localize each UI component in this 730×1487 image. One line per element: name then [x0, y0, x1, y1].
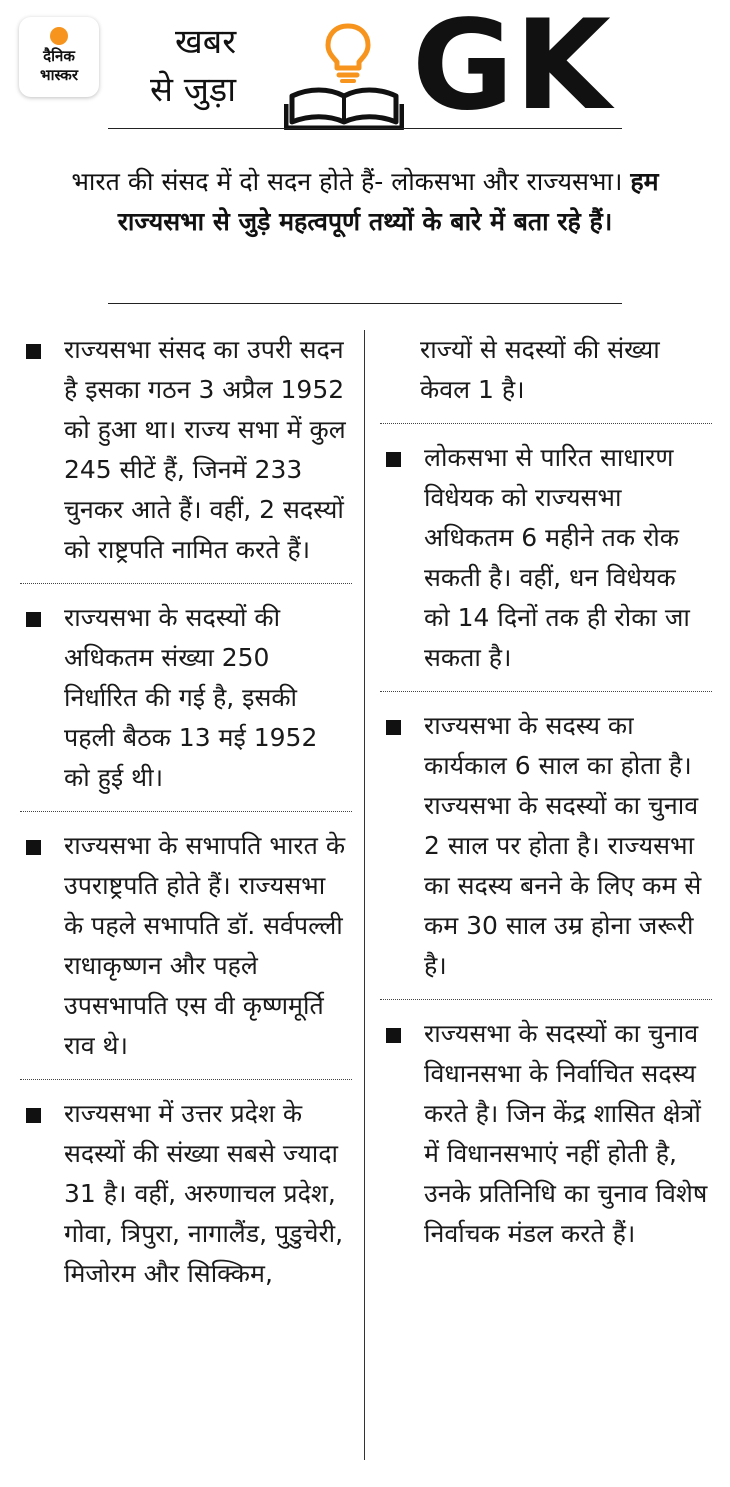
fact-text: राज्यसभा के सदस्यों का चुनाव विधानसभा के निर्वाचित सदस्य करते है। जिन केंद्र शासित क्षेत्रों में विधानसभाएं नहीं होती है, उनके प्रतिनिधि का चुनाव विशेष निर्वाचक मंडल करते हैं। [424, 1019, 708, 1248]
dotted-separator [380, 999, 712, 1000]
fact-text: राज्यसभा के सदस्यों की अधिकतम संख्या 250 निर्धारित की गई है, इसकी पहली बैठक 13 मई 1952 को हुई थी। [64, 603, 318, 792]
square-bullet-icon [386, 1028, 401, 1043]
gk-wordmark: GK [412, 0, 612, 138]
intro-paragraph [30, 162, 700, 242]
intro-divider [108, 303, 622, 304]
dotted-separator [20, 583, 352, 584]
lightbulb-icon [322, 22, 374, 84]
square-bullet-icon [386, 720, 401, 735]
intro-bold-text: हम राज्यसभा से जुड़े महत्वपूर्ण तथ्यों के बारे में बता रहे हैं। [117, 167, 659, 236]
dotted-separator [20, 1079, 352, 1080]
fact-item [20, 1094, 352, 1294]
square-bullet-icon [26, 840, 41, 855]
logo-text-line2: भास्कर [40, 66, 78, 84]
logo-text-line1: दैनिक [43, 47, 75, 65]
header-divider [108, 128, 622, 129]
fact-item [380, 706, 712, 986]
fact-text: राज्यसभा संसद का उपरी सदन है इसका गठन 3 अप्रैल 1952 को हुआ था। राज्य सभा में कुल 245 सीटें हैं, जिनमें 233 चुनकर आते हैं। वहीं, 2 सदस्यों को राष्ट्रपति नामित करते हैं। [64, 335, 346, 564]
square-bullet-icon [26, 1108, 41, 1123]
column-divider [364, 330, 365, 1460]
dotted-separator [380, 423, 712, 424]
fact-item [20, 330, 352, 570]
square-bullet-icon [26, 344, 41, 359]
dainik-bhaskar-logo [19, 17, 99, 97]
fact-text: लोकसभा से पारित साधारण विधेयक को राज्यसभा अधिकतम 6 महीने तक रोक सकती है। वहीं, धन विधेयक को 14 दिनों तक ही रोका जा सकता है। [424, 443, 690, 672]
intro-plain-text: भारत की संसद में दो सदन होते हैं- लोकसभा और राज्यसभा। [71, 167, 631, 196]
fact-item [380, 438, 712, 678]
square-bullet-icon [26, 612, 41, 627]
square-bullet-icon [386, 452, 401, 467]
fact-continuation-text: राज्यों से सदस्यों की संख्या केवल 1 है। [420, 335, 660, 404]
fact-item [20, 598, 352, 798]
header-title-line2: से जुड़ा [150, 70, 237, 110]
dotted-separator [20, 811, 352, 812]
left-column [20, 330, 352, 1294]
fact-text: राज्यसभा के सभापति भारत के उपराष्ट्रपति होते हैं। राज्यसभा के पहले सभापति डॉ. सर्वपल्ली राधाकृष्णन और पहले उपसभापति एस वी कृष्णमूर्ति राव थे। [64, 831, 346, 1060]
open-book-icon [284, 82, 404, 130]
fact-text: राज्यसभा के सदस्य का कार्यकाल 6 साल का होता है। राज्यसभा के सदस्यों का चुनाव 2 साल पर होता है। राज्यसभा का सदस्य बनने के लिए कम से कम 30 साल उम्र होना जरूरी है। [424, 711, 702, 980]
logo-sun-icon [50, 27, 68, 45]
right-column [380, 330, 712, 1254]
fact-text: राज्यसभा में उत्तर प्रदेश के सदस्यों की संख्या सबसे ज्यादा 31 है। वहीं, अरुणाचल प्रदेश, गोवा, त्रिपुरा, नागालैंड, पुडुचेरी, मिजोरम और सिक्किम, [64, 1099, 344, 1288]
fact-item [20, 826, 352, 1066]
dotted-separator [380, 691, 712, 692]
fact-item [380, 1014, 712, 1254]
header-title-line1: खबर [175, 22, 237, 62]
